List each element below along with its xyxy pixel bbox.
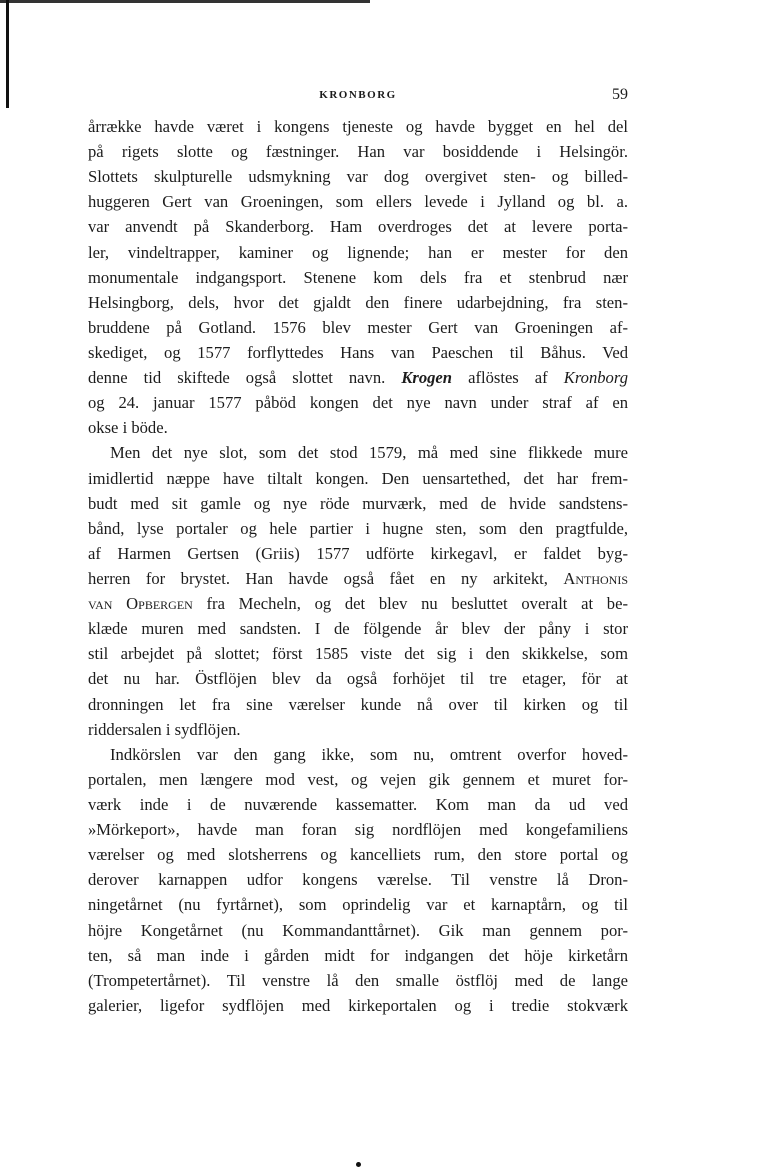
text-segment: fra Mecheln, og det blev nu besluttet overalt at be- [192, 594, 628, 614]
name-anthonis: Anthonis [563, 568, 628, 588]
text-line: (Trompetertårnet). Til venstre lå den smalle östflöj med de lange [88, 970, 628, 990]
text-line: Helsingborg, dels, hvor det gjaldt den finere udarbejdning, fra sten- [88, 292, 628, 312]
text-line: på rigets slotte og fæstninger. Han var bosiddende i Helsingör. [88, 142, 628, 162]
body-text [88, 114, 628, 1018]
text-segment: denne tid skiftede også slottet navn. [88, 368, 402, 388]
text-line: ten, så man inde i gården midt for indgangen det höje kirketårn [88, 945, 628, 965]
running-header [88, 86, 628, 106]
text-line: skediget, og 1577 forflyttedes Hans van Paeschen til Båhus. Ved [88, 342, 628, 362]
text-line: riddersalen i sydflöjen. [88, 719, 241, 739]
text-line: höjre Kongetårnet (nu Kommandanttårnet). Gik man gennem por- [88, 920, 628, 940]
text-line: værelser og med slotsherrens og kancelliets rum, den store portal og [88, 845, 628, 865]
text-segment: herren for brystet. Han havde også fået en ny arkitekt, [88, 568, 564, 588]
text-line: huggeren Gert van Groeningen, som ellers levede i Jylland og bl. a. [88, 192, 628, 212]
text-line: ler, vindeltrapper, kaminer og lignende; han er mester for den [88, 242, 628, 262]
text-segment: aflöstes af [452, 368, 564, 388]
text-line: af Harmen Gertsen (Griis) 1577 udförte kirkegavl, er faldet byg- [88, 543, 628, 563]
text-line [88, 365, 628, 390]
text-line: imidlertid næppe have tiltalt kongen. Den uensartethed, det har frem- [88, 468, 628, 488]
text-line [88, 591, 628, 616]
text-line: budt med sit gamle og nye röde murværk, med de hvide sandstens- [88, 493, 628, 513]
text-line: var anvendt på Skanderborg. Ham overdroges det at levere porta- [88, 217, 628, 237]
text-line: stil arbejdet på slottet; först 1585 viste det sig i den skikkelse, som [88, 644, 628, 664]
text-line: »Mörkeport», havde man foran sig nordflöjen med kongefamiliens [88, 820, 628, 840]
text-line: bruddene på Gotland. 1576 blev mester Gert van Groeningen af- [88, 317, 628, 337]
italic-name-krogen: Krogen [401, 368, 453, 388]
scan-border-left [6, 0, 9, 108]
text-line: derover karnappen udfor kongens værelse. Til venstre lå Dron- [88, 870, 628, 890]
text-line: galerier, ligefor sydflöjen med kirkeportalen og i tredie stokværk [88, 995, 628, 1015]
text-line: dronningen let fra sine værelser kunde nå over til kirken og til [88, 694, 628, 714]
running-title: KRONBORG [319, 89, 397, 101]
text-line: bånd, lyse portaler og hele partier i hugne sten, som den pragtfulde, [88, 518, 628, 538]
text-line: ningetårnet (nu fyrtårnet), som oprindelig var et karnaptårn, og til [88, 895, 628, 915]
text-line: monumentale indgangsport. Stenene kom dels fra et stenbrud nær [88, 267, 628, 287]
text-line: Slottets skulpturelle udsmykning var dog overgivet sten- og billed- [88, 167, 628, 187]
text-line: okse i böde. [88, 418, 168, 438]
name-van-opbergen: van Opbergen [88, 594, 193, 614]
text-line: årrække havde været i kongens tjeneste og havde bygget en hel del [88, 117, 628, 136]
text-line [88, 566, 628, 591]
scan-border-top [0, 0, 370, 3]
paragraph-start: Indkörslen var den gang ikke, som nu, omtrent overfor hoved- [110, 744, 628, 764]
text-line: portalen, men længere mod vest, og vejen gik gennem et muret for- [88, 769, 628, 789]
italic-name-kronborg: Kronborg [563, 368, 628, 388]
text-line: klæde muren med sandsten. I de fölgende år blev der påny i stor [88, 619, 628, 639]
text-line: værk inde i de nuværende kassematter. Kom man da ud ved [88, 794, 628, 814]
page-number: 59 [612, 86, 628, 103]
paragraph-start: Men det nye slot, som det stod 1579, må med sine flikkede mure [110, 443, 628, 463]
text-line: det nu har. Östflöjen blev da også forhöjet til tre etager, för at [88, 669, 628, 689]
text-line: og 24. januar 1577 påböd kongen det nye navn under straf af en [88, 393, 628, 413]
ink-speck [356, 1162, 361, 1167]
